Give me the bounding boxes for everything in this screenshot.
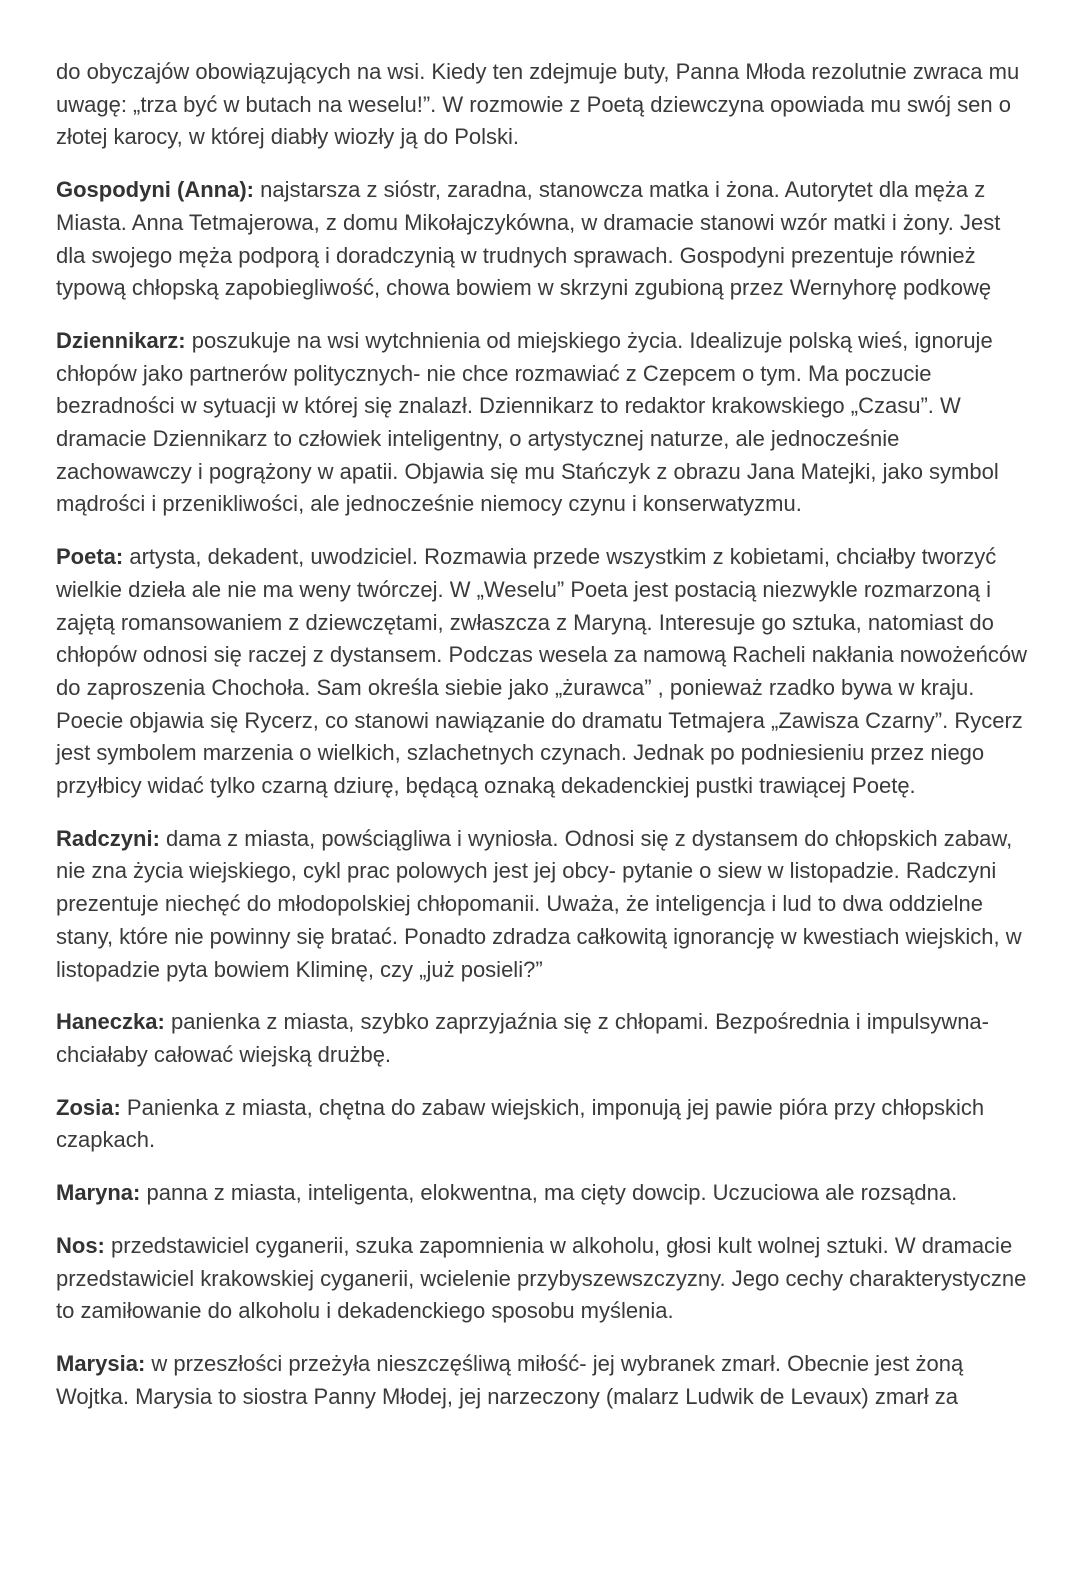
paragraph-zosia bbox=[56, 1092, 1031, 1157]
character-description: artysta, dekadent, uwodziciel. Rozmawia przede wszystkim z kobietami, chciałby tworzyć wielkie dzieła ale nie ma weny twórczej. W „Weselu” Poeta jest postacią niezwykle rozmarzoną i zajętą romansowaniem z dziewczętami, zwłaszcza z Maryną. Interesuje go sztuka, natomiast do chłopów odnosi się raczej z dystansem. Podczas wesela za namową Racheli nakłania nowożeńców do zaproszenia Chochoła. Sam określa siebie jako „żurawca” , ponieważ rzadko bywa w kraju. Poecie objawia się Rycerz, co stanowi nawiązanie do dramatu Tetmajera „Zawisza Czarny”. Rycerz jest symbolem marzenia o wielkich, szlachetnych czynach. Jednak po podniesieniu przez niego przyłbicy widać tylko czarną dziurę, będącą oznaką dekadenckiej pustki trawiącej Poetę. bbox=[56, 544, 1027, 799]
character-name: Radczyni: bbox=[56, 825, 160, 851]
character-description: dama z miasta, powściągliwa i wyniosła. Odnosi się z dystansem do chłopskich zabaw, nie zna życia wiejskiego, cykl prac polowych jest jej obcy- pytanie o siew w listopadzie. Radczyni prezentuje niechęć do młodopolskiej chłopomanii. Uważa, że inteligencja i lud to dwa oddzielne stany, które nie powinny się bratać. Ponadto zdradza całkowitą ignorancję w kwestiach wiejskich, w listopadzie pyta bowiem Kliminę, czy „już posieli?” bbox=[56, 825, 1022, 982]
paragraph-radczyni bbox=[56, 823, 1031, 987]
character-description: w przeszłości przeżyła nieszczęśliwą miłość- jej wybranek zmarł. Obecnie jest żoną Wojtka. Marysia to siostra Panny Młodej, jej narzeczony (malarz Ludwik de Levaux) zmarł za bbox=[56, 1350, 964, 1409]
character-description: panienka z miasta, szybko zaprzyjaźnia się z chłopami. Bezpośrednia i impulsywna- chciałaby całować wiejską drużbę. bbox=[56, 1009, 989, 1067]
paragraph-maryna bbox=[56, 1177, 1031, 1210]
character-description: najstarsza z sióstr, zaradna, stanowcza matka i żona. Autorytet dla męża z Miasta. Anna Tetmajerowa, z domu Mikołajczykówna, w dramacie stanowi wzór matki i żony. Jest dla swojego męża podporą i doradczynią w trudnych sprawach. Gospodyni prezentuje również typową chłopską zapobiegliwość, chowa bowiem w skrzyni zgubioną przez Wernyhorę podkowę bbox=[56, 177, 1001, 301]
character-name: Marysia: bbox=[56, 1350, 146, 1376]
document-page bbox=[56, 56, 1031, 1433]
character-name: Poeta: bbox=[56, 544, 124, 570]
paragraph-dziennikarz bbox=[56, 325, 1031, 521]
character-name: Haneczka: bbox=[56, 1009, 165, 1035]
character-description: Panienka z miasta, chętna do zabaw wiejskich, imponują jej pawie pióra przy chłopskich czapkach. bbox=[56, 1094, 985, 1153]
paragraph-intro-continued bbox=[56, 56, 1031, 154]
character-name: Dziennikarz: bbox=[56, 327, 186, 353]
character-description: do obyczajów obowiązujących na wsi. Kiedy ten zdejmuje buty, Panna Młoda rezolutnie zwraca mu uwagę: „trza być w butach na weselu!”. W rozmowie z Poetą dziewczyna opowiada mu swój sen o złotej karocy, w której diabły wiozły ją do Polski. bbox=[56, 59, 1020, 150]
paragraph-marysia bbox=[56, 1348, 1031, 1413]
paragraph-gospodyni bbox=[56, 174, 1031, 305]
paragraph-poeta bbox=[56, 541, 1031, 803]
character-name: Nos: bbox=[56, 1232, 105, 1258]
character-description: panna z miasta, inteligenta, elokwentna, ma cięty dowcip. Uczuciowa ale rozsądna. bbox=[140, 1180, 958, 1206]
character-description: poszukuje na wsi wytchnienia od miejskiego życia. Idealizuje polską wieś, ignoruje chłopów jako partnerów politycznych- nie chce rozmawiać z Czepcem o tym. Ma poczucie bezradności w sytuacji w której się znalazł. Dziennikarz to redaktor krakowskiego „Czasu”. W dramacie Dziennikarz to człowiek inteligentny, o artystycznej naturze, ale jednocześnie zachowawczy i pogrążony w apatii. Objawia się mu Stańczyk z obrazu Jana Matejki, jako symbol mądrości i przenikliwości, ale jednocześnie niemocy czynu i konserwatyzmu. bbox=[56, 327, 999, 517]
paragraph-nos bbox=[56, 1230, 1031, 1328]
character-name: Maryna: bbox=[56, 1180, 141, 1206]
character-description: przedstawiciel cyganerii, szuka zapomnienia w alkoholu, głosi kult wolnej sztuki. W dramacie przedstawiciel krakowskiej cyganerii, wcielenie przybyszewszczyzny. Jego cechy charakterystyczne to zamiłowanie do alkoholu i dekadenckiego sposobu myślenia. bbox=[56, 1232, 1027, 1324]
character-name: Zosia: bbox=[56, 1094, 121, 1120]
paragraph-haneczka bbox=[56, 1006, 1031, 1071]
character-name: Gospodyni (Anna): bbox=[56, 177, 254, 203]
